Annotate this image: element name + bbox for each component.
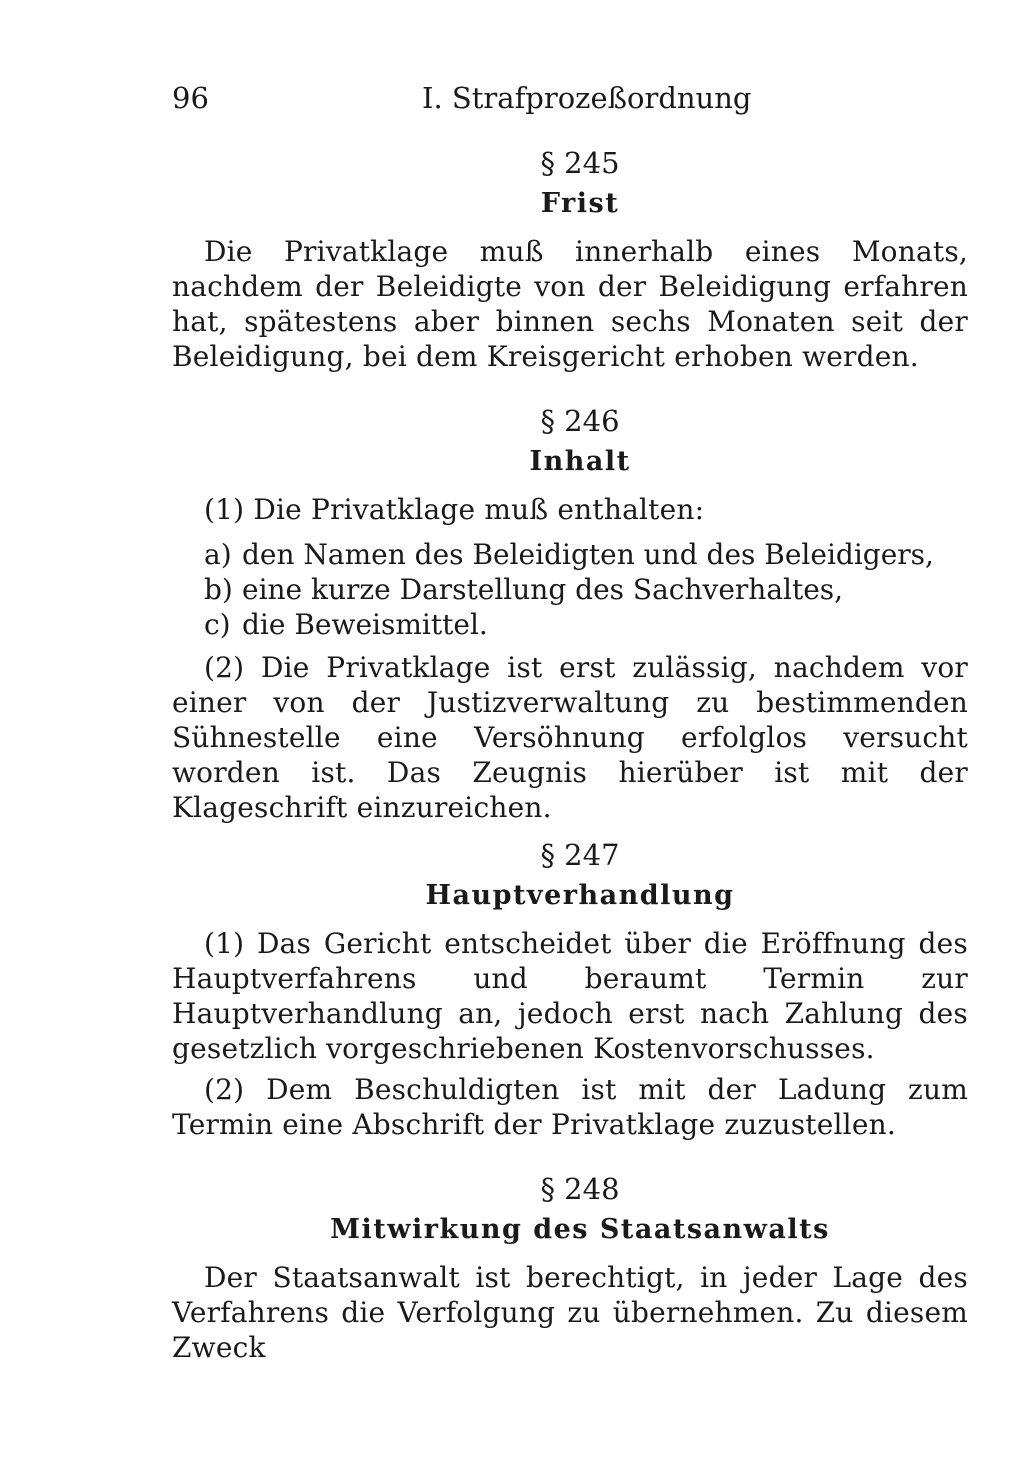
section-title: Inhalt bbox=[529, 446, 631, 477]
section-title: Frist bbox=[540, 188, 620, 219]
section-paragraph: (2) Die Privatklage ist erst zulässig, nachdem vor einer von der Justizverwaltung zu bestimmenden Sühnestelle eine Versöhnung erfolglos versucht worden ist. Das Zeugnis hierüber ist mit der Klageschrift einzureichen. bbox=[172, 651, 968, 824]
section-246 bbox=[172, 400, 968, 825]
section-248 bbox=[172, 1168, 968, 1365]
section-paragraph: Die Privatklage muß innerhalb eines Monats, nachdem der Beleidigte von der Beleidigung erfahren hat, spätestens aber binnen sechs Monaten seit der Beleidigung, bei dem Kreisgericht erhoben werden. bbox=[172, 235, 968, 373]
list-item bbox=[172, 572, 968, 607]
section-paragraph: (2) Dem Beschuldigten ist mit der Ladung zum Termin eine Abschrift der Privatklage zuzustellen. bbox=[172, 1073, 968, 1141]
section-247 bbox=[172, 834, 968, 1142]
list-item bbox=[172, 537, 968, 572]
list-item-text: den Namen des Beleidigten und des Beleidigers, bbox=[242, 538, 934, 571]
section-paragraph: (1) Die Privatklage muß enthalten: bbox=[204, 493, 705, 526]
enumeration-list bbox=[172, 537, 968, 642]
list-item-text: eine kurze Darstellung des Sachverhaltes, bbox=[242, 573, 844, 606]
list-marker: a) bbox=[204, 538, 232, 571]
section-number: § 246 bbox=[540, 404, 620, 438]
section-number: § 247 bbox=[540, 838, 620, 872]
page-number: 96 bbox=[172, 81, 209, 115]
list-item bbox=[172, 607, 968, 642]
section-title: Hauptverhandlung bbox=[425, 880, 735, 911]
list-marker: b) bbox=[204, 573, 233, 606]
section-title: Mitwirkung des Staatsanwalts bbox=[330, 1214, 830, 1245]
running-head bbox=[172, 78, 962, 118]
list-marker: c) bbox=[204, 608, 231, 641]
section-paragraph: (1) Das Gericht entscheidet über die Eröffnung des Hauptverfahrens und beraumt Termin zur Hauptverhandlung an, jedoch erst nach Zahlung des gesetzlich vorgeschriebenen Kostenvorschusses. bbox=[172, 927, 968, 1065]
section-245 bbox=[172, 142, 968, 374]
list-item-text: die Beweismittel. bbox=[242, 608, 488, 641]
section-number: § 245 bbox=[540, 146, 620, 180]
section-paragraph: Der Staatsanwalt ist berechtigt, in jeder Lage des Verfahrens die Verfolgung zu übernehmen. Zu diesem Zweck bbox=[172, 1261, 968, 1364]
section-number: § 248 bbox=[540, 1172, 620, 1206]
running-head-title: I. Strafprozeßordnung bbox=[422, 81, 752, 115]
